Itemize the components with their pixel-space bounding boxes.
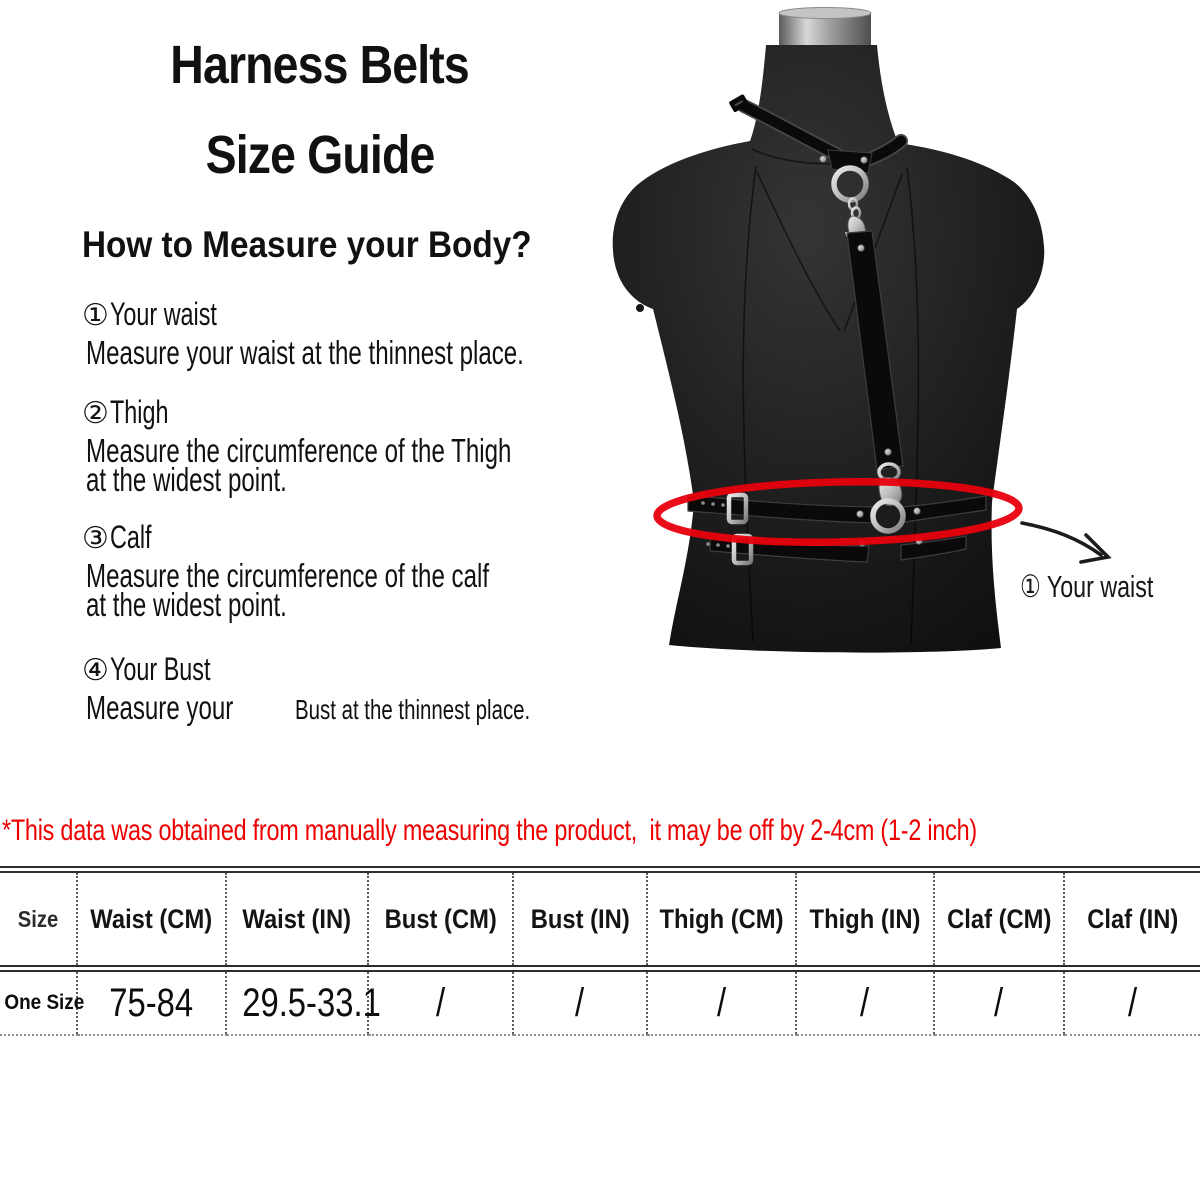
cell-waist-in: 29.5-33.1 — [226, 969, 368, 1036]
step-4-title: ④Your Bust — [82, 651, 211, 687]
step-3-calf — [82, 519, 638, 623]
header-bust-cm: Bust (CM) — [368, 870, 513, 969]
step-4-description: Measure your Bust at the thinnest place. — [86, 689, 530, 726]
strap-rivet-bottom — [885, 449, 892, 456]
header-size: Size — [0, 870, 77, 969]
cell-bust-in: / — [513, 969, 647, 1036]
page-subtitle: Size Guide — [205, 125, 435, 185]
strap-rivet-top — [858, 245, 865, 252]
step-2-number: ② — [82, 397, 109, 430]
cell-thigh-in: / — [796, 969, 934, 1036]
step-3-title: ③Calf — [82, 519, 152, 555]
cell-size: One Size — [0, 969, 77, 1036]
header-claf-in: Claf (IN) — [1064, 870, 1200, 969]
step-3-description: Measure the circumference of the calf at the widest point. — [86, 557, 490, 623]
cell-claf-cm: / — [934, 969, 1064, 1036]
mannequin-photo — [560, 0, 1200, 810]
choker-rivet-left — [820, 156, 827, 163]
header-thigh-in: Thigh (IN) — [796, 870, 934, 969]
cell-bust-cm: / — [368, 969, 513, 1036]
shoulder-pin — [636, 304, 644, 312]
step-1-number: ① — [82, 299, 109, 332]
header-bust-in: Bust (IN) — [513, 870, 647, 969]
choker-rivet-right — [861, 157, 868, 164]
waist-annotation-label: ① Your waist — [1020, 569, 1154, 604]
header-waist-cm: Waist (CM) — [77, 870, 226, 969]
step-2-title: ②Thigh — [82, 394, 169, 430]
header-claf-cm: Claf (CM) — [934, 870, 1064, 969]
step-4-bust — [82, 652, 617, 724]
step-2-description: Measure the circumference of the Thigh at the widest point. — [86, 432, 512, 498]
cell-thigh-cm: / — [647, 969, 796, 1036]
header-waist-in: Waist (IN) — [226, 870, 368, 969]
page-title: Harness Belts — [170, 35, 470, 95]
step-1-description: Measure your waist at the thinnest place. — [86, 334, 524, 371]
step-4-number: ④ — [82, 654, 109, 687]
size-table-data-row — [0, 969, 1200, 1036]
cell-claf-in: / — [1064, 969, 1200, 1036]
size-table — [0, 866, 1200, 1036]
step-3-number: ③ — [82, 522, 109, 555]
disclaimer-text: *This data was obtained from manually measuring the product, it may be off by 2-4cm (1-2 inch) — [2, 814, 977, 847]
header-thigh-cm: Thigh (CM) — [647, 870, 796, 969]
step-1-title: ①Your waist — [82, 296, 217, 332]
size-table-header-row — [0, 870, 1200, 969]
arrow-icon — [1022, 523, 1108, 562]
cell-waist-cm: 75-84 — [77, 969, 226, 1036]
mannequin-torso — [613, 45, 1045, 653]
section-heading: How to Measure your Body? — [82, 224, 532, 265]
